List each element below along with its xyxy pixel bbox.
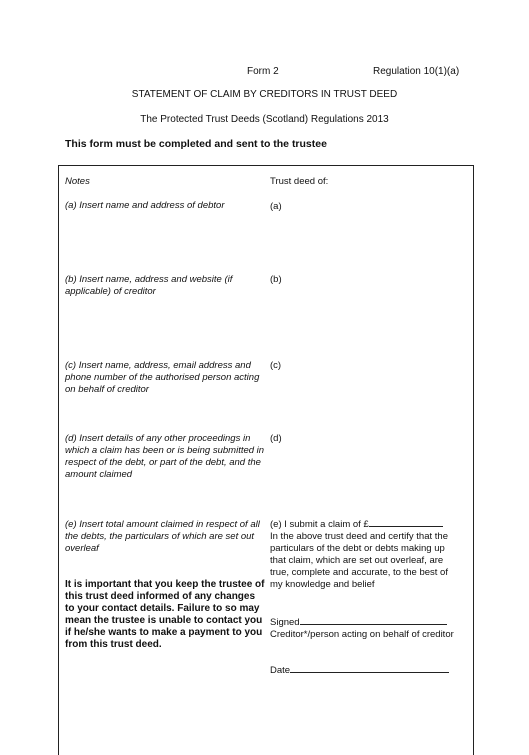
date-label: Date (270, 665, 291, 676)
claim-amount-row (270, 519, 460, 531)
field-b-creditor[interactable]: (b) (270, 274, 282, 285)
document-subtitle: The Protected Trust Deeds (Scotland) Regulations 2013 (140, 114, 389, 125)
notes-header: Notes (65, 176, 90, 187)
certification-text: In the above trust deed and certify that the particulars of the debt or debts making up that claim, which are set out overleaf, are true, complete and accurate, to the best of my knowledge and belief (270, 531, 448, 590)
completion-instruction: This form must be completed and sent to the trustee (65, 138, 327, 150)
claim-amount-input[interactable] (369, 526, 443, 527)
note-d: (d) Insert details of any other proceedings in which a claim has been or is being submitted in respect of the debt, or part of the debt, and the amount claimed (65, 433, 265, 480)
signature-caption: Creditor*/person acting on behalf of creditor (270, 629, 454, 640)
field-c-authorised-person[interactable]: (c) (270, 360, 282, 371)
note-b: (b) Insert name, address and website (if applicable) of creditor (65, 274, 233, 297)
date-input[interactable] (290, 672, 449, 673)
note-c: (c) Insert name, address, email address and phone number of the authorised person acting on behalf of creditor (65, 360, 260, 395)
trust-deed-header: Trust deed of: (270, 176, 329, 187)
claim-amount-label: (e) I submit a claim of £ (270, 519, 369, 530)
field-d-other-proceedings[interactable]: (d) (270, 433, 282, 444)
signed-label: Signed (270, 617, 300, 628)
note-a: (a) Insert name and address of debtor (65, 200, 225, 211)
field-a-debtor[interactable]: (a) (270, 201, 282, 212)
regulation-reference: Regulation 10(1)(a) (373, 66, 460, 77)
contact-details-warning: It is important that you keep the trustee of this trust deed informed of any changes to your contact details. Failure to so may mean the trustee is unable to contact you if he/she wants to make a payment to you from this trust deed. (65, 579, 265, 650)
signature-input[interactable] (300, 624, 447, 625)
date-row (270, 665, 460, 677)
form-number: Form 2 (247, 66, 279, 77)
note-e: (e) Insert total amount claimed in respect of all the debts, the particulars of which are set out overleaf (65, 519, 260, 554)
signature-row (270, 617, 460, 629)
document-title: STATEMENT OF CLAIM BY CREDITORS IN TRUST DEED (131, 89, 398, 100)
